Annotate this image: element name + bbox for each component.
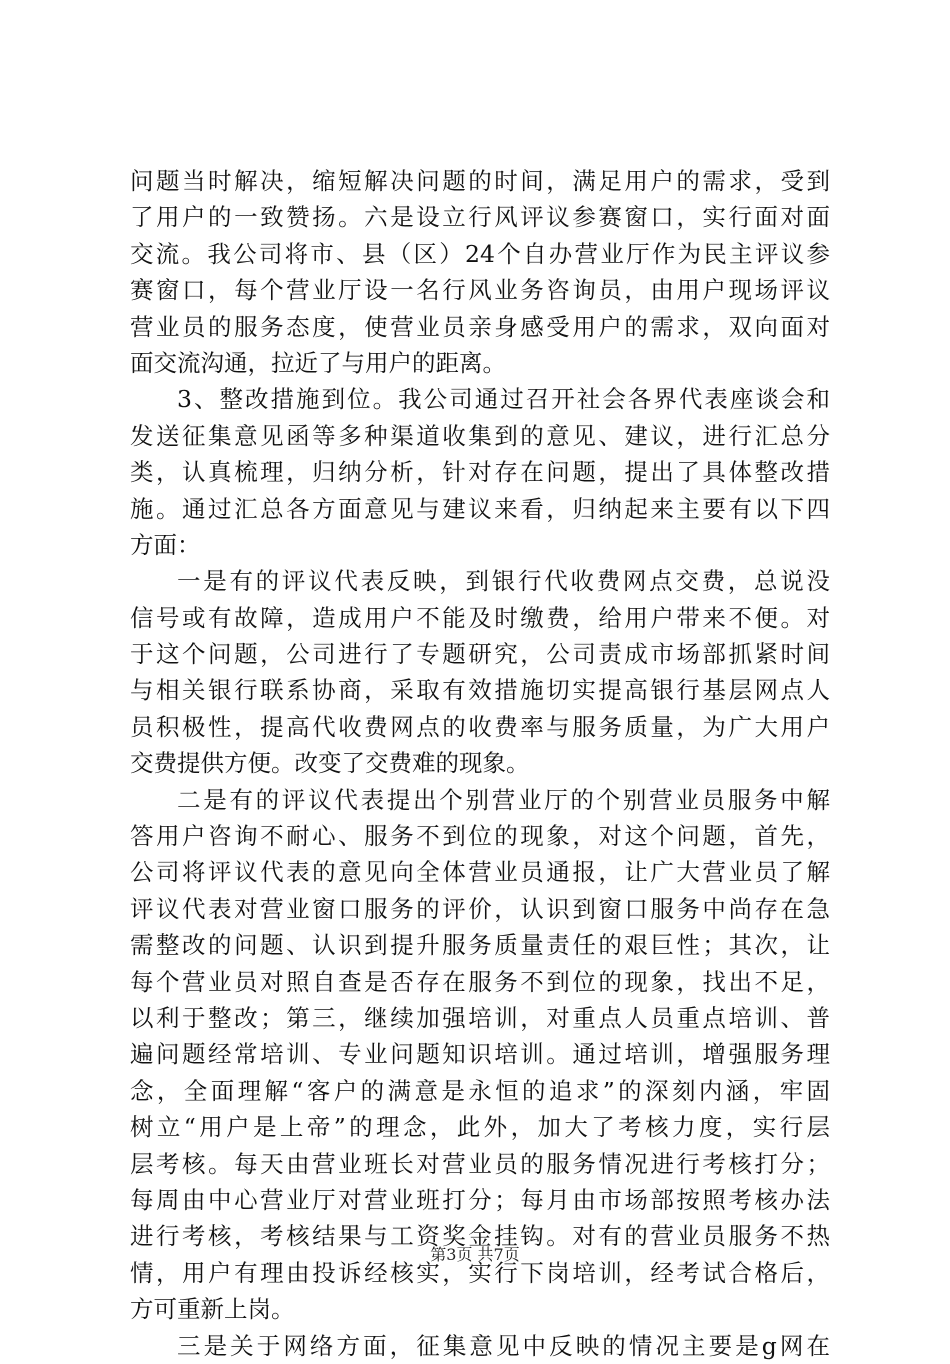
text-line: 营业员的服务态度，使营业员亲身感受用户的需求，双向面对: [130, 312, 830, 341]
text-line: 面交流沟通，拉近了与用户的距离。: [130, 348, 506, 377]
text-line: 方面：: [130, 530, 201, 559]
text-line: 员积极性，提高代收费网点的收费率与服务质量，为广大用户: [130, 712, 830, 741]
text-line: 方可重新上岗。: [130, 1295, 295, 1324]
text-line: 交费提供方便。改变了交费难的现象。: [130, 749, 530, 778]
text-line: 赛窗口，每个营业厅设一名行风业务咨询员，由用户现场评议: [130, 276, 830, 305]
text-line: 评议代表对营业窗口服务的评价，认识到窗口服务中尚存在急: [130, 894, 830, 923]
text-line: 信号或有故障，造成用户不能及时缴费，给用户带来不便。对: [130, 603, 830, 632]
text-line: 3、整改措施到位。我公司通过召开社会各界代表座谈会和: [177, 385, 830, 414]
page-footer: 第3页 共7页: [430, 1245, 520, 1264]
text-line: 每个营业员对照自查是否存在服务不到位的现象，找出不足，: [130, 967, 830, 996]
text-line: 公司将评议代表的意见向全体营业员通报，让广大营业员了解: [130, 858, 830, 887]
text-line: 进行考核，考核结果与工资奖金挂钩。对有的营业员服务不热: [130, 1222, 830, 1251]
body-text: [130, 163, 830, 1364]
text-line: 问题当时解决，缩短解决问题的时间，满足用户的需求，受到: [130, 167, 830, 195]
text-line: 遍问题经常培训、专业问题知识培训。通过培训，增强服务理: [130, 1040, 830, 1069]
text-line: 层考核。每天由营业班长对营业员的服务情况进行考核打分；: [130, 1149, 830, 1178]
text-line: 施。通过汇总各方面意见与建议来看，归纳起来主要有以下四: [130, 494, 830, 523]
text-line: 一是有的评议代表反映，到银行代收费网点交费，总说没: [177, 567, 830, 596]
text-line: 需整改的问题、认识到提升服务质量责任的艰巨性；其次，让: [130, 931, 830, 960]
text-line: 与相关银行联系协商，采取有效措施切实提高银行基层网点人: [130, 676, 830, 705]
text-line: 以利于整改；第三，继续加强培训，对重点人员重点培训、普: [130, 1003, 830, 1032]
text-line: 了用户的一致赞扬。六是设立行风评议参赛窗口，实行面对面: [130, 203, 830, 232]
text-line: 树立“用户是上帝”的理念，此外，加大了考核力度，实行层: [130, 1113, 830, 1142]
text-line: 交流。我公司将市、县（区）24个自办营业厅作为民主评议参: [130, 239, 830, 268]
text-line: 每周由中心营业厅对营业班打分；每月由市场部按照考核办法: [130, 1185, 830, 1214]
text-line: 二是有的评议代表提出个别营业厅的个别营业员服务中解: [177, 785, 830, 814]
text-line: 于这个问题，公司进行了专题研究，公司责成市场部抓紧时间: [130, 640, 830, 669]
text-line: 发送征集意见函等多种渠道收集到的意见、建议，进行汇总分: [130, 421, 830, 450]
text-line: 三是关于网络方面，征集意见中反映的情况主要是g网在: [177, 1331, 830, 1360]
text-line: 类，认真梳理，归纳分析，针对存在问题，提出了具体整改措: [130, 458, 830, 487]
text-line: 答用户咨询不耐心、服务不到位的现象，对这个问题，首先，: [130, 822, 830, 851]
text-line: 念，全面理解“客户的满意是永恒的追求”的深刻内涵，牢固: [130, 1076, 830, 1105]
text-line: 情，用户有理由投诉经核实，实行下岗培训，经考试合格后，: [130, 1258, 830, 1287]
